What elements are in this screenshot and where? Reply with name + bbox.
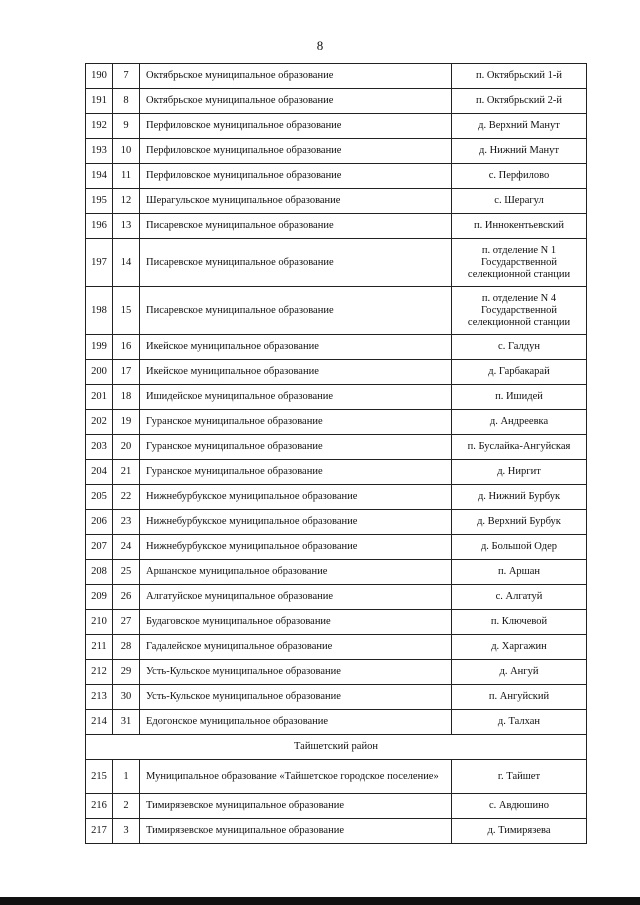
municipality-cell: Гадалейское муниципальное образование	[140, 635, 452, 660]
table-row	[86, 610, 587, 635]
settlement-cell: д. Нижний Манут	[452, 139, 587, 164]
settlements-table	[85, 63, 587, 844]
table-row	[86, 139, 587, 164]
table-row	[86, 710, 587, 735]
municipality-cell: Гуранское муниципальное образование	[140, 460, 452, 485]
row-subnumber: 25	[113, 560, 140, 585]
row-subnumber: 10	[113, 139, 140, 164]
municipality-cell: Перфиловское муниципальное образование	[140, 139, 452, 164]
municipality-cell: Шерагульское муниципальное образование	[140, 189, 452, 214]
settlement-cell: г. Тайшет	[452, 760, 587, 794]
row-number: 195	[86, 189, 113, 214]
row-number: 214	[86, 710, 113, 735]
row-subnumber: 12	[113, 189, 140, 214]
row-subnumber: 30	[113, 685, 140, 710]
table-row	[86, 335, 587, 360]
settlement-cell: д. Ниргит	[452, 460, 587, 485]
row-number: 191	[86, 89, 113, 114]
municipality-cell: Писаревское муниципальное образование	[140, 214, 452, 239]
municipality-cell: Усть-Кульское муниципальное образование	[140, 660, 452, 685]
section-title: Тайшетский район	[86, 735, 587, 760]
settlement-cell: д. Гарбакарай	[452, 360, 587, 385]
settlement-cell: п. отделение N 4 Государственной селекционной станции	[452, 287, 587, 335]
row-subnumber: 2	[113, 794, 140, 819]
row-subnumber: 23	[113, 510, 140, 535]
row-number: 205	[86, 485, 113, 510]
settlement-cell: п. Аршан	[452, 560, 587, 585]
municipality-cell: Октябрьское муниципальное образование	[140, 64, 452, 89]
table-row	[86, 287, 587, 335]
settlement-cell: с. Шерагул	[452, 189, 587, 214]
row-subnumber: 8	[113, 89, 140, 114]
municipality-cell: Писаревское муниципальное образование	[140, 239, 452, 287]
table-row	[86, 794, 587, 819]
table-row	[86, 64, 587, 89]
municipality-cell: Икейское муниципальное образование	[140, 360, 452, 385]
municipality-cell: Октябрьское муниципальное образование	[140, 89, 452, 114]
table-row	[86, 585, 587, 610]
row-number: 202	[86, 410, 113, 435]
table-row	[86, 385, 587, 410]
table-row	[86, 635, 587, 660]
row-subnumber: 27	[113, 610, 140, 635]
municipality-cell: Муниципальное образование «Тайшетское городское поселение»	[140, 760, 452, 794]
settlement-cell: п. Буслайка-Ангуйская	[452, 435, 587, 460]
table-row	[86, 485, 587, 510]
row-number: 208	[86, 560, 113, 585]
table-row	[86, 510, 587, 535]
municipality-cell: Нижнебурбукское муниципальное образование	[140, 510, 452, 535]
row-subnumber: 14	[113, 239, 140, 287]
row-number: 204	[86, 460, 113, 485]
municipality-cell: Перфиловское муниципальное образование	[140, 164, 452, 189]
row-subnumber: 16	[113, 335, 140, 360]
table-row	[86, 760, 587, 794]
municipality-cell: Алгатуйское муниципальное образование	[140, 585, 452, 610]
settlement-cell: с. Перфилово	[452, 164, 587, 189]
row-number: 197	[86, 239, 113, 287]
municipality-cell: Икейское муниципальное образование	[140, 335, 452, 360]
row-number: 210	[86, 610, 113, 635]
table-row	[86, 535, 587, 560]
settlement-cell: д. Тимирязева	[452, 819, 587, 844]
municipality-cell: Тимирязевское муниципальное образование	[140, 794, 452, 819]
settlement-cell: с. Галдун	[452, 335, 587, 360]
settlement-cell: д. Верхний Бурбук	[452, 510, 587, 535]
municipality-cell: Едогонское муниципальное образование	[140, 710, 452, 735]
municipality-cell: Гуранское муниципальное образование	[140, 410, 452, 435]
settlement-cell: д. Харгажин	[452, 635, 587, 660]
settlement-cell: д. Талхан	[452, 710, 587, 735]
row-subnumber: 29	[113, 660, 140, 685]
table-row	[86, 660, 587, 685]
table-row	[86, 410, 587, 435]
row-subnumber: 3	[113, 819, 140, 844]
table-section	[86, 735, 587, 760]
municipality-cell: Тимирязевское муниципальное образование	[140, 819, 452, 844]
row-subnumber: 11	[113, 164, 140, 189]
settlement-cell: п. Октябрьский 1-й	[452, 64, 587, 89]
row-number: 211	[86, 635, 113, 660]
municipality-cell: Усть-Кульское муниципальное образование	[140, 685, 452, 710]
table-row	[86, 460, 587, 485]
section-row	[86, 735, 587, 760]
row-subnumber: 9	[113, 114, 140, 139]
row-subnumber: 22	[113, 485, 140, 510]
municipality-cell: Нижнебурбукское муниципальное образование	[140, 535, 452, 560]
row-number: 213	[86, 685, 113, 710]
row-number: 203	[86, 435, 113, 460]
row-subnumber: 26	[113, 585, 140, 610]
row-subnumber: 18	[113, 385, 140, 410]
table-row	[86, 360, 587, 385]
settlement-cell: п. Октябрьский 2-й	[452, 89, 587, 114]
municipality-cell: Гуранское муниципальное образование	[140, 435, 452, 460]
row-number: 194	[86, 164, 113, 189]
row-number: 190	[86, 64, 113, 89]
row-number: 201	[86, 385, 113, 410]
settlement-cell: д. Большой Одер	[452, 535, 587, 560]
row-number: 198	[86, 287, 113, 335]
table-body-top	[86, 64, 587, 735]
row-subnumber: 1	[113, 760, 140, 794]
table-row	[86, 164, 587, 189]
table-row	[86, 819, 587, 844]
settlement-cell: д. Андреевка	[452, 410, 587, 435]
scan-edge-bar	[0, 897, 640, 905]
row-subnumber: 13	[113, 214, 140, 239]
municipality-cell: Ишидейское муниципальное образование	[140, 385, 452, 410]
page-number: 8	[316, 38, 324, 53]
row-number: 217	[86, 819, 113, 844]
row-number: 216	[86, 794, 113, 819]
table-row	[86, 214, 587, 239]
row-subnumber: 20	[113, 435, 140, 460]
table-row	[86, 239, 587, 287]
row-subnumber: 17	[113, 360, 140, 385]
settlement-cell: п. Ишидей	[452, 385, 587, 410]
row-number: 196	[86, 214, 113, 239]
row-number: 209	[86, 585, 113, 610]
settlement-cell: д. Ангуй	[452, 660, 587, 685]
table-row	[86, 89, 587, 114]
row-number: 212	[86, 660, 113, 685]
table-row	[86, 685, 587, 710]
settlement-cell: д. Верхний Манут	[452, 114, 587, 139]
row-subnumber: 28	[113, 635, 140, 660]
row-subnumber: 24	[113, 535, 140, 560]
table-body-bottom	[86, 760, 587, 844]
municipality-cell: Нижнебурбукское муниципальное образование	[140, 485, 452, 510]
table-row	[86, 189, 587, 214]
settlement-cell: с. Алгатуй	[452, 585, 587, 610]
row-number: 192	[86, 114, 113, 139]
row-subnumber: 31	[113, 710, 140, 735]
row-number: 199	[86, 335, 113, 360]
settlement-cell: п. Ключевой	[452, 610, 587, 635]
settlement-cell: д. Нижний Бурбук	[452, 485, 587, 510]
settlement-cell: п. Иннокентьевский	[452, 214, 587, 239]
municipality-cell: Перфиловское муниципальное образование	[140, 114, 452, 139]
table-row	[86, 435, 587, 460]
row-subnumber: 21	[113, 460, 140, 485]
row-number: 200	[86, 360, 113, 385]
row-subnumber: 15	[113, 287, 140, 335]
settlement-cell: п. Ангуйский	[452, 685, 587, 710]
municipality-cell: Аршанское муниципальное образование	[140, 560, 452, 585]
settlement-cell: п. отделение N 1 Государственной селекционной станции	[452, 239, 587, 287]
row-number: 207	[86, 535, 113, 560]
row-number: 193	[86, 139, 113, 164]
municipality-cell: Писаревское муниципальное образование	[140, 287, 452, 335]
table-row	[86, 114, 587, 139]
municipality-cell: Будаговское муниципальное образование	[140, 610, 452, 635]
row-number: 206	[86, 510, 113, 535]
row-number: 215	[86, 760, 113, 794]
row-subnumber: 19	[113, 410, 140, 435]
settlement-cell: с. Авдюшино	[452, 794, 587, 819]
row-subnumber: 7	[113, 64, 140, 89]
table-row	[86, 560, 587, 585]
